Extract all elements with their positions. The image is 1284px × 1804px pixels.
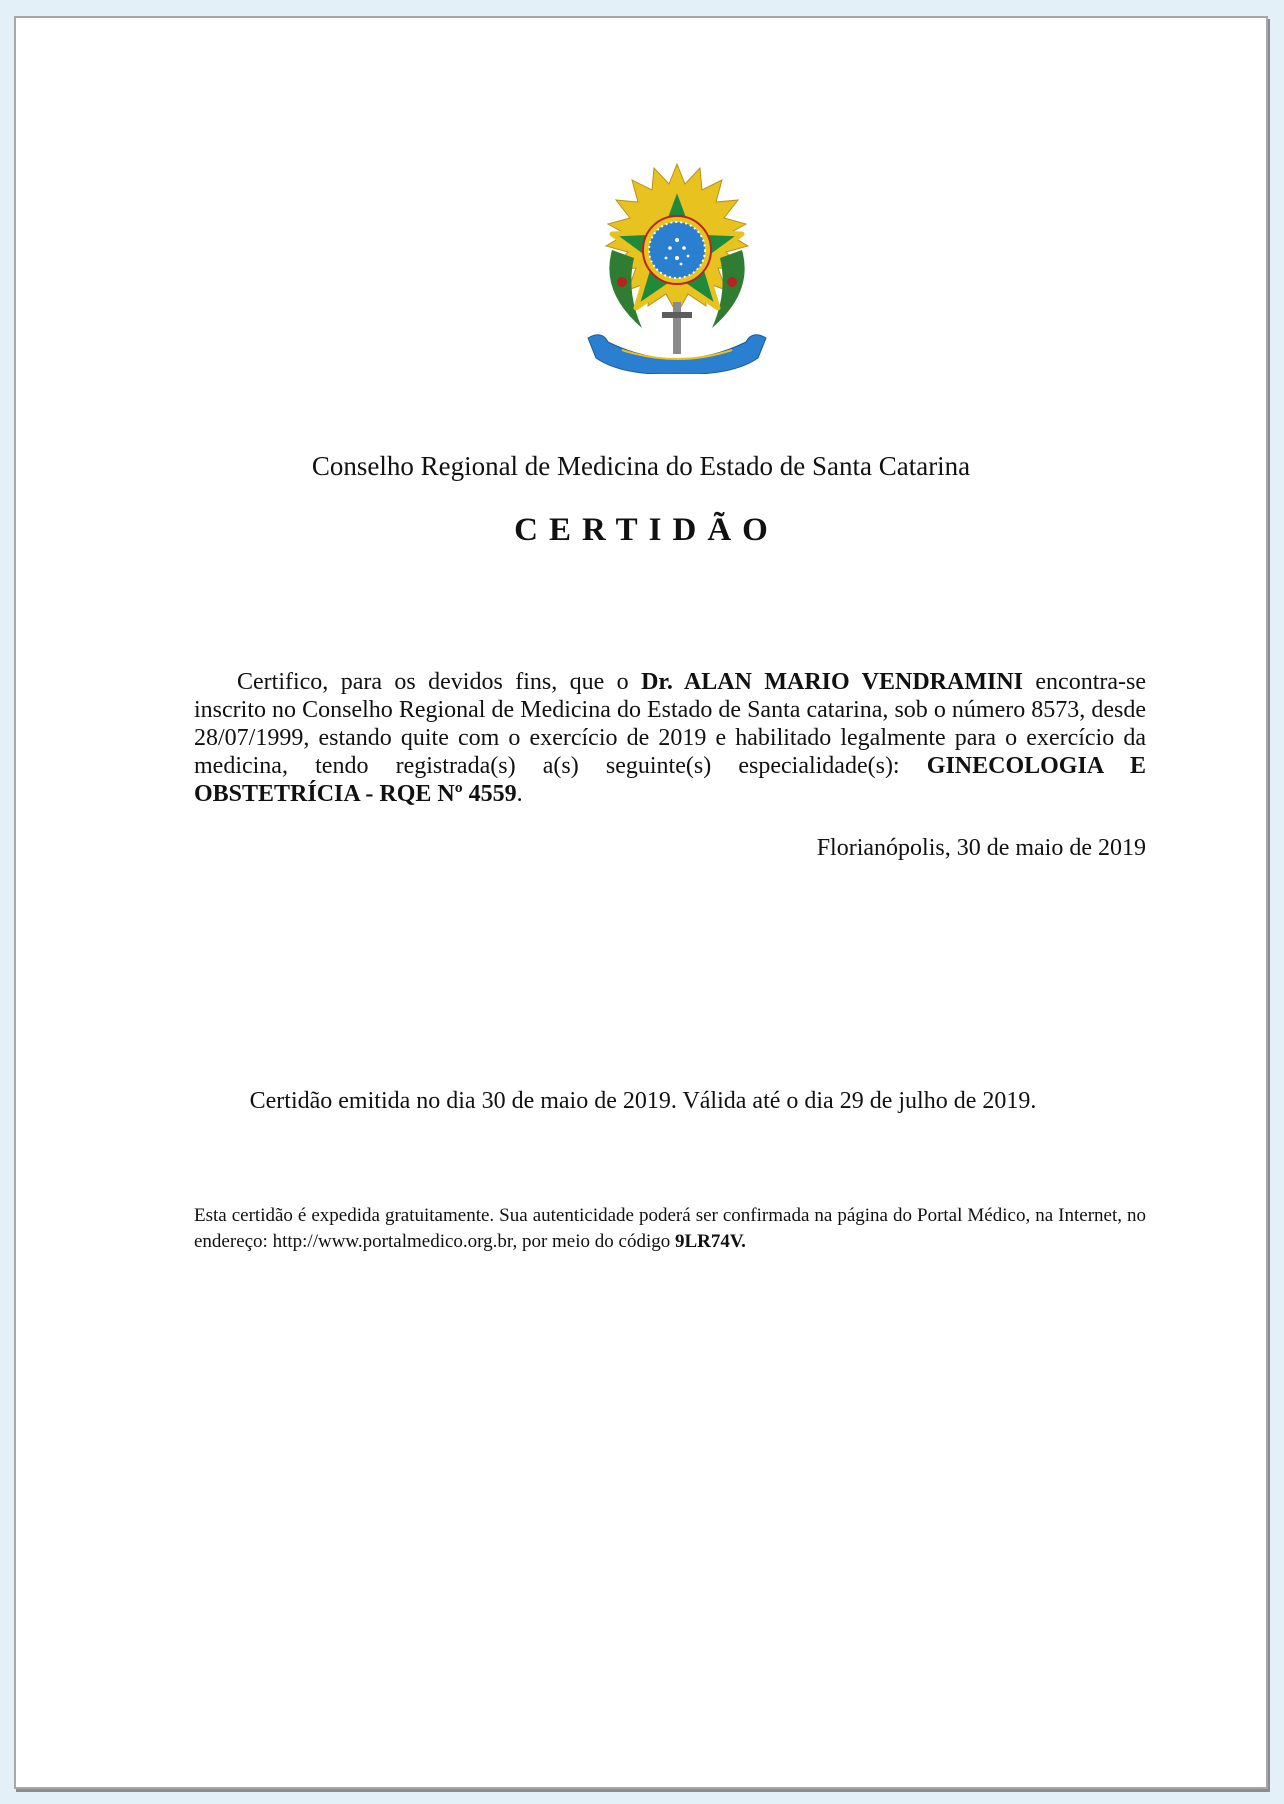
verification-code: 9LR74V. [674,1231,746,1252]
footnote-text: Esta certidão é expedida gratuitamente. Sua autenticidade poderá ser confirmada na página do Portal Médico, na Internet, no endereço: http://www.portalmedico.org.br, por meio do código [194,1205,1146,1252]
certificate-body [194,668,1146,808]
specialty: GINECOLOGIA E OBSTETRÍCIA - RQE Nº 4559 [194,753,1146,807]
footnote [194,1203,1146,1255]
place-date: Florianópolis, 30 de maio de 2019 [816,835,1146,861]
certificate-page [14,16,1268,1789]
body-middle: encontra-se inscrito no Conselho Regional de Medicina do Estado de Santa catarina, sob o número 8573, desde 28/07/1999, estando quite com o exercício de 2019 e habilitado legalmente para o exercício da medicina, tendo registrada(s) a(s) seguinte(s) especialidade(s): [194,669,1147,779]
brazil-coat-of-arms-icon [582,162,772,374]
certificate-title: CERTIDÃO [514,512,779,548]
body-intro: Certifico, para os devidos fins, que o [237,669,642,695]
body-end: . [516,781,523,807]
doctor-name: Dr. ALAN MARIO VENDRAMINI [641,669,1023,695]
issued-note: Certidão emitida no dia 30 de maio de 2019. Válida até o dia 29 de julho de 2019. [249,1088,1037,1114]
council-name: Conselho Regional de Medicina do Estado de Santa Catarina [311,451,971,481]
